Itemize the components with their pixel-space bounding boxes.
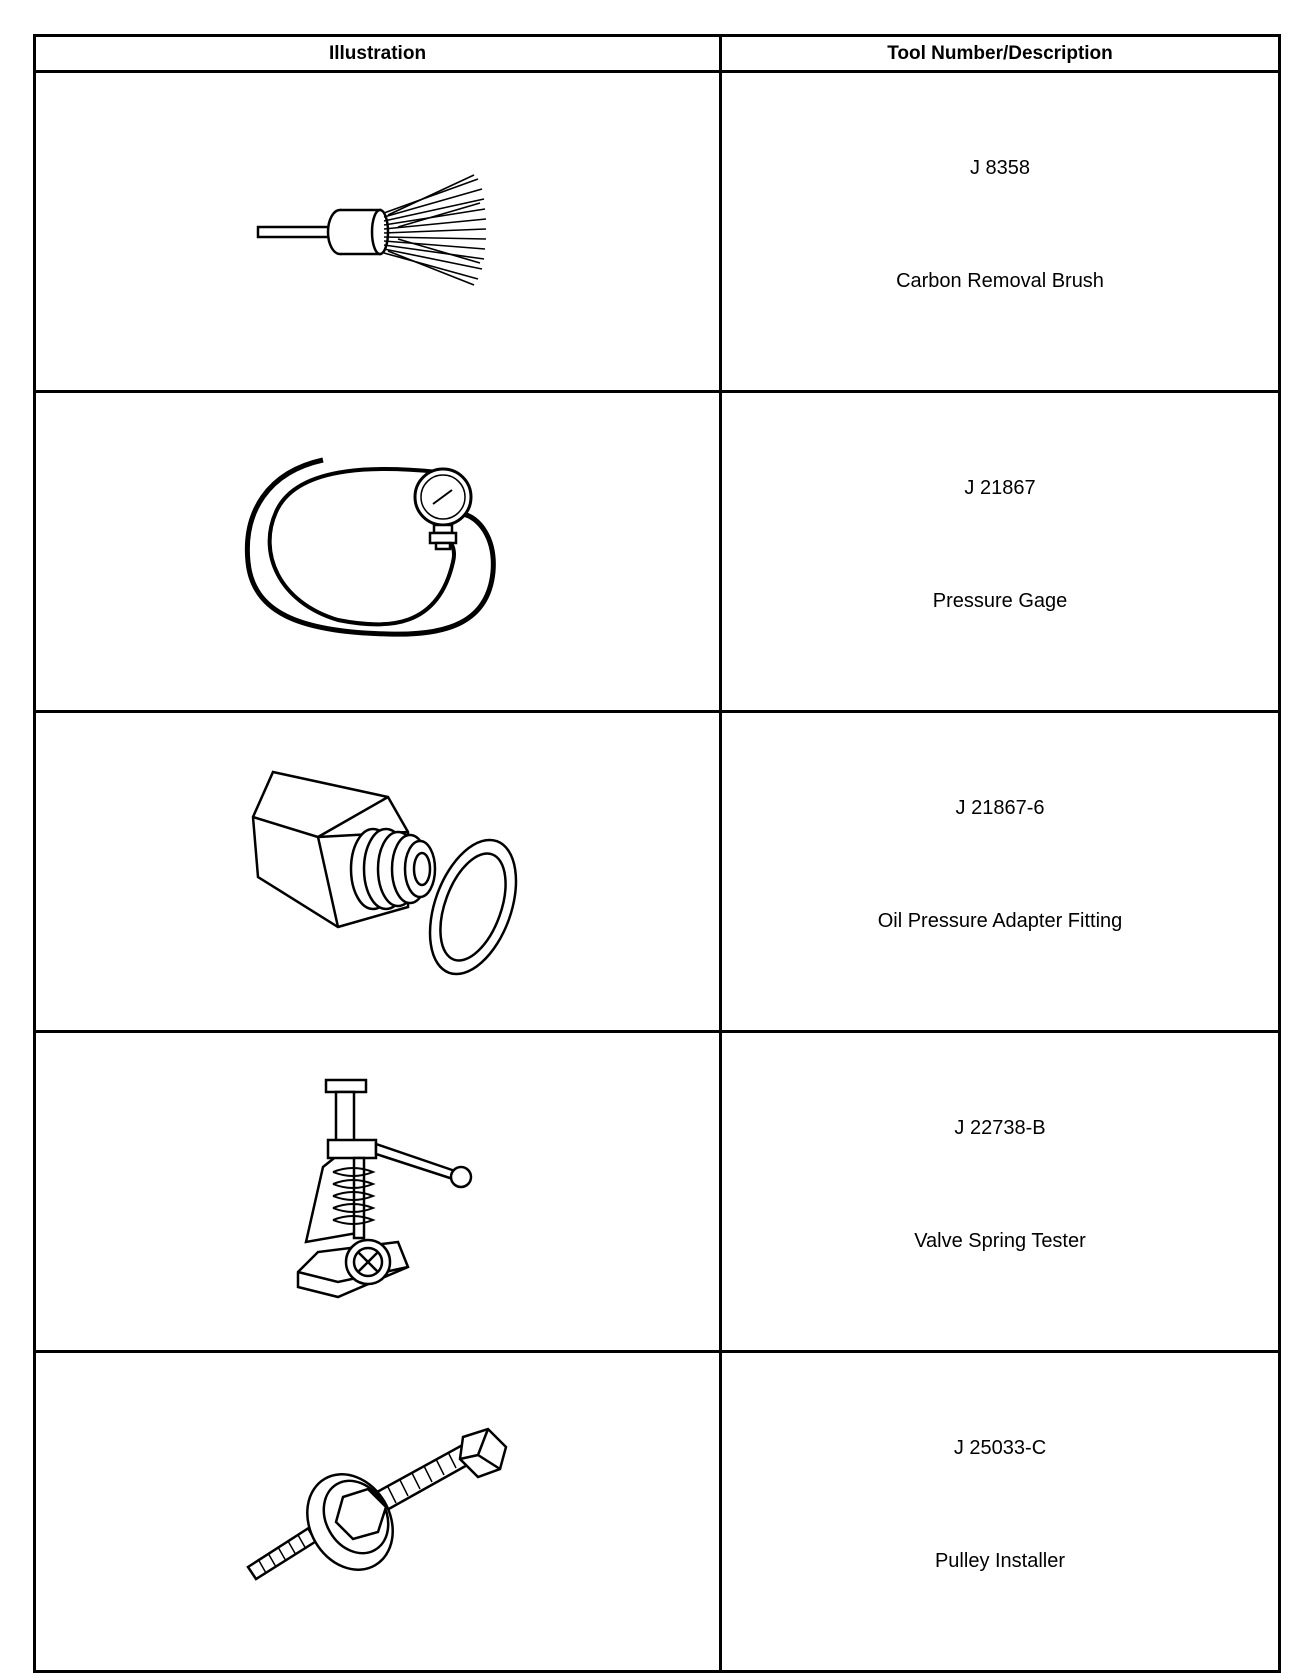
tool-number: J 25033-C bbox=[953, 1437, 1047, 1459]
tool-name: Carbon Removal Brush bbox=[896, 270, 1104, 292]
illustration-cell bbox=[35, 1352, 721, 1672]
spring-tester-icon bbox=[278, 1072, 478, 1312]
adapter-fitting-icon bbox=[238, 757, 518, 987]
table-row bbox=[35, 1032, 1280, 1352]
wire-brush-icon bbox=[248, 167, 508, 297]
table-row bbox=[35, 72, 1280, 392]
description-cell bbox=[721, 392, 1280, 712]
tool-number: J 8358 bbox=[969, 157, 1031, 179]
tool-name: Pulley Installer bbox=[934, 1550, 1066, 1572]
tool-name: Oil Pressure Adapter Fitting bbox=[877, 910, 1123, 932]
table-row bbox=[35, 1352, 1280, 1672]
illustration-cell bbox=[35, 712, 721, 1032]
description-cell bbox=[721, 712, 1280, 1032]
tool-name: Valve Spring Tester bbox=[914, 1230, 1086, 1252]
description-cell bbox=[721, 1032, 1280, 1352]
tools-table bbox=[33, 34, 1281, 1673]
header-row bbox=[35, 36, 1280, 72]
tool-number: J 21867-6 bbox=[955, 797, 1045, 819]
description-cell bbox=[721, 1352, 1280, 1672]
pressure-gauge-icon bbox=[238, 452, 518, 652]
pulley-installer-icon bbox=[238, 1427, 518, 1597]
illustration-cell bbox=[35, 1032, 721, 1352]
illustration-cell bbox=[35, 72, 721, 392]
tool-name: Pressure Gage bbox=[932, 590, 1068, 612]
tool-number: J 22738-B bbox=[954, 1117, 1046, 1139]
table-row bbox=[35, 712, 1280, 1032]
illustration-cell bbox=[35, 392, 721, 712]
tool-number: J 21867 bbox=[964, 477, 1036, 499]
header-description: Tool Number/Description bbox=[721, 36, 1280, 72]
description-cell bbox=[721, 72, 1280, 392]
table-row bbox=[35, 392, 1280, 712]
header-illustration: Illustration bbox=[35, 36, 721, 72]
